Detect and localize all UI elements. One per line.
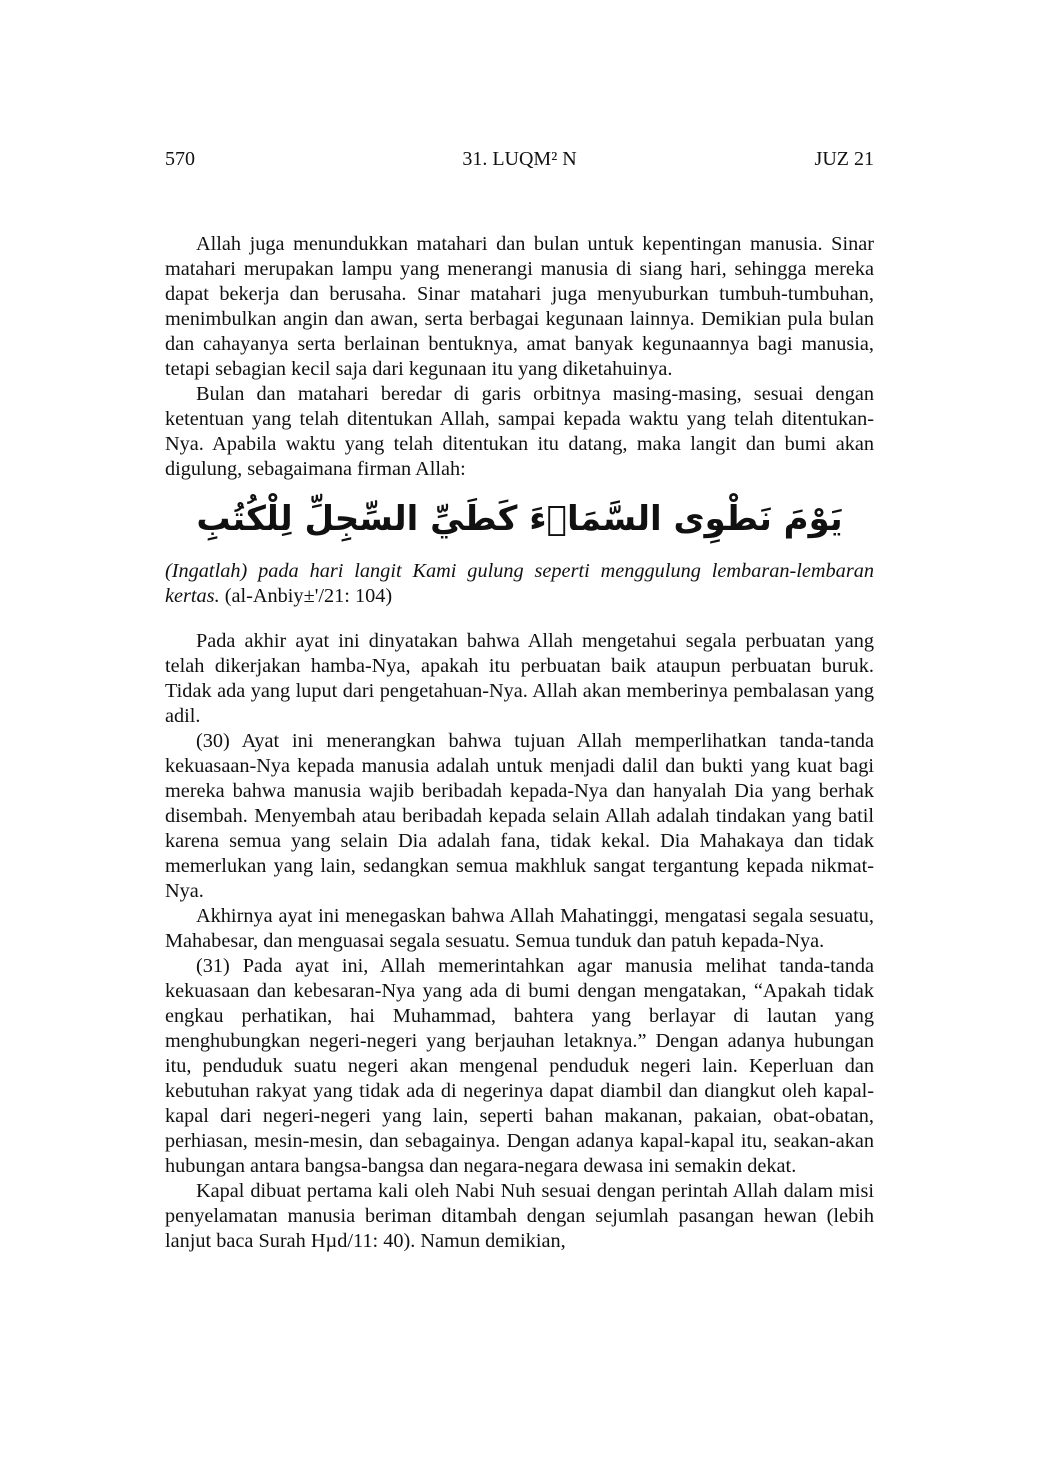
paragraph-orbit: Bulan dan matahari beredar di garis orbitnya masing-masing, sesuai dengan ketentuan yang telah ditentukan Allah, sampai kepada waktu yang telah ditentukan-Nya. Apabila waktu yang telah ditentukan itu datang, maka langit dan bumi akan digulung, sebagaimana firman Allah: (165, 383, 874, 480)
running-header (165, 146, 874, 172)
chapter-title: 31. LUQM² N (462, 148, 577, 170)
paragraph-mahatinggi: Akhirnya ayat ini menegaskan bahwa Allah Mahatinggi, mengatasi segala sesuatu, Mahabesar, dan menguasai segala sesuatu. Semua tunduk dan patuh kepada-Nya. (165, 905, 874, 952)
juz-label: JUZ 21 (814, 148, 874, 170)
body-text (165, 232, 874, 1254)
paragraph-verse-31: (31) Pada ayat ini, Allah memerintahkan agar manusia melihat tanda-tanda kekuasaan dan kebesaran-Nya yang ada di bumi dengan mengatakan, “Apakah tidak engkau perhatikan, hai Muhammad, bahtera yang berlayar di lautan yang menghubungkan negeri-negeri yang berjauhan letaknya.” Dengan adanya hubungan itu, penduduk suatu negeri akan mengenal penduduk negeri lain. Keperluan dan kebutuhan rakyat yang tidak ada di negerinya dapat diambil dan diangkut oleh kapal-kapal dari negeri-negeri yang lain, seperti bahan makanan, pakaian, obat-obatan, perhiasan, mesin-mesin, dan sebagainya. Dengan adanya kapal-kapal itu, seakan-akan hubungan antara bangsa-bangsa dan negara-negara dewasa ini semakin dekat. (165, 955, 874, 1177)
verse-translation (165, 559, 874, 609)
page-number: 570 (165, 148, 195, 170)
verse-reference: (al-Anbiy±'/21: 104) (224, 585, 393, 607)
paragraph-knowledge: Pada akhir ayat ini dinyatakan bahwa Allah mengetahui segala perbuatan yang telah dikerjakan hamba-Nya, apakah itu perbuatan baik ataupun perbuatan buruk. Tidak ada yang luput dari pengetahuan-Nya. Allah akan memberinya pembalasan yang adil. (165, 630, 874, 727)
verse-translation-text: (Ingatlah) pada hari langit Kami gulung seperti menggulung lembaran-lembaran kertas. (165, 560, 874, 607)
paragraph-noah-ship: Kapal dibuat pertama kali oleh Nabi Nuh sesuai dengan perintah Allah dalam misi penyelamatan manusia beriman ditambah dengan sejumlah pasangan hewan (lebih lanjut baca Surah Hµd/11: 40). Namun demikian, (165, 1180, 874, 1252)
quran-verse-arabic: يَوْمَ نَطْوِى السَّمَاۤءَ كَطَيِّ السِّجِلِّ لِلْكُتُبِ (196, 499, 843, 539)
paragraph-sun-moon-benefits: Allah juga menundukkan matahari dan bulan untuk kepentingan manusia. Sinar matahari merupakan lampu yang menerangi manusia di siang hari, sehingga mereka dapat bekerja dan berusaha. Sinar matahari juga menyuburkan tumbuh-tumbuhan, menimbulkan angin dan awan, serta berbagai kegunaan lainnya. Demikian pula bulan dan cahayanya serta berlainan bentuknya, amat banyak kegunaannya bagi manusia, tetapi sebagian kecil saja dari kegunaan itu yang diketahuinya. (165, 233, 874, 380)
paragraph-verse-30: (30) Ayat ini menerangkan bahwa tujuan Allah memperlihatkan tanda-tanda kekuasaan-Nya kepada manusia adalah untuk menjadi dalil dan bukti yang kuat bagi mereka bahwa manusia wajib beribadah kepada-Nya dan hanyalah Dia yang berhak disembah. Menyembah atau beribadah kepada selain Allah adalah tindakan yang batil karena semua yang selain Dia adalah fana, tidak kekal. Dia Mahakaya dan tidak memerlukan yang lain, sedangkan semua makhluk sangat tergantung kepada nikmat-Nya. (165, 730, 874, 902)
